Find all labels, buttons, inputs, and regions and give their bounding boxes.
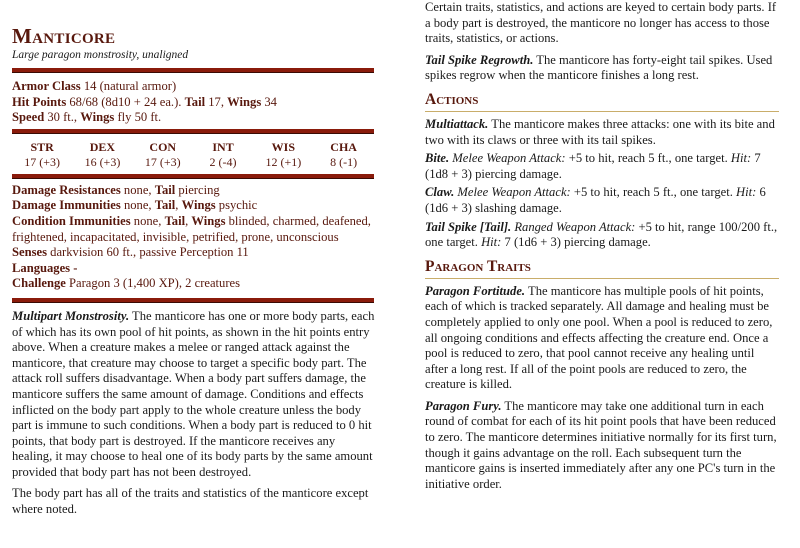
multiattack-action <box>425 117 779 148</box>
di-wings-label: Wings <box>181 198 216 213</box>
speed-line <box>12 110 376 126</box>
trait-text: The manticore has one or more body parts, each of which has its own pool of hit points, as shown in the hit points entry above. When a creature makes a melee or ranged attack against the manticore, that creature may choose to target a specific body part. The attack roll suffers disadvantage. When a body part suffers damage, the manticore suffers the same amount of damage. Conditions and effects inflicted on the body part apply to the whole creature unless the body part is immune to such conditions. When a body part is reduced to 0 hit points, that body part is destroyed. If the manticore receives any healing, it may choose to heal one of its body parts by the same amount provided that body part has not been destroyed. <box>12 308 375 479</box>
attack-type: Melee Weapon Attack: <box>454 185 571 200</box>
divider-rule <box>12 298 374 303</box>
senses-value: darkvision 60 ft., passive Perception 11 <box>47 245 249 260</box>
actions-heading: Actions <box>425 91 779 112</box>
ci-value: none, <box>130 213 165 228</box>
speed-wings-label: Wings <box>80 110 115 125</box>
ci-value-rest: blinded, charmed, deafened, frightened, incapacitated, invisible, petrified, prone, unconscious <box>12 213 371 244</box>
core-stats <box>12 79 376 126</box>
ac-label: Armor Class <box>12 79 81 93</box>
paragon-fury-trait <box>425 399 779 493</box>
trait-name: Paragon Fury. <box>425 398 502 413</box>
dr-value: none, <box>120 182 155 197</box>
dr-tail-value: piercing <box>175 182 220 197</box>
attack-text: +5 to hit, reach 5 ft., one target. <box>570 185 737 200</box>
ability-con <box>133 140 193 170</box>
hp-value: 68/68 (8d10 + 24 ea.). <box>66 94 185 109</box>
senses-label: Senses <box>12 245 47 260</box>
di-value: none, <box>120 198 155 213</box>
paragon-fortitude-trait <box>425 284 779 393</box>
hp-wings-label: Wings <box>227 94 262 109</box>
right-column <box>425 0 779 498</box>
ability-value: 17 (+3) <box>24 154 61 169</box>
condition-immunities-line <box>12 214 376 245</box>
hp-wings-value: 34 <box>261 94 277 109</box>
divider-rule <box>12 174 374 179</box>
ability-value: 17 (+3) <box>144 154 181 169</box>
trait-name: Paragon Fortitude. <box>425 283 526 298</box>
trait-text: The manticore has multiple pools of hit points, each of which is tracked separately. All damage and healing must be completely applied to only one pool. When a pool is reduced to zero, all ongoing conditions and effects affecting the creature end. Once a pool is reduced to zero, that pool cannot receive any healing until after a long rest. If all of the point pools are reduced to zero, the creature is killed. <box>425 283 773 392</box>
speed-label: Speed <box>12 110 45 125</box>
di-tail-label: Tail <box>154 198 176 213</box>
hit-label: Hit: <box>736 185 757 200</box>
di-label: Damage Immunities <box>12 198 121 213</box>
bite-action <box>425 151 779 182</box>
action-text: The manticore makes three attacks: one with its bite and two with its claws or three with its tail spikes. <box>425 116 775 147</box>
divider-rule <box>12 68 374 73</box>
ability-value: 2 (-4) <box>209 154 237 169</box>
action-name: Bite. <box>425 151 450 166</box>
speed-wings-value: fly 50 ft. <box>114 110 162 125</box>
challenge-label: Challenge <box>12 276 66 291</box>
damage-text: 7 (1d6 + 3) piercing damage. <box>501 235 651 250</box>
ability-name: STR <box>30 139 54 154</box>
detail-stats <box>12 183 376 292</box>
damage-resistances-line <box>12 183 376 199</box>
languages-line: Languages - <box>12 260 78 275</box>
hit-label: Hit: <box>481 235 502 250</box>
ability-name: DEX <box>89 139 116 154</box>
attack-text: +5 to hit, range 100/200 ft., one target. <box>425 219 778 250</box>
tail-spike-action <box>425 220 779 251</box>
paragon-traits-heading: Paragon Traits <box>425 258 779 279</box>
ability-scores <box>12 140 374 170</box>
action-name: Tail Spike [Tail]. <box>425 219 512 234</box>
action-name: Claw. <box>425 185 455 200</box>
senses-line <box>12 245 376 261</box>
action-name: Multiattack. <box>425 116 489 131</box>
ci-label: Condition Immunities <box>12 213 131 228</box>
ability-value: 8 (-1) <box>330 154 358 169</box>
dr-tail-label: Tail <box>154 182 176 197</box>
multipart-trait <box>12 309 376 481</box>
ability-str <box>12 140 72 170</box>
hp-tail-label: Tail <box>184 94 206 109</box>
ability-value: 12 (+1) <box>265 154 302 169</box>
body-part-note: The body part has all of the traits and statistics of the manticore except where noted. <box>12 486 369 517</box>
armor-class-line <box>12 79 376 95</box>
claw-action <box>425 185 779 216</box>
damage-text: 6 (1d6 + 3) slashing damage. <box>425 185 766 215</box>
divider-rule <box>12 129 374 134</box>
hit-points-line <box>12 95 376 111</box>
ability-name: CHA <box>330 139 357 154</box>
ability-value: 16 (+3) <box>84 154 121 169</box>
trait-text: The manticore may take one additional turn in each round of combat for each of its hit point pools that have been reduced to zero. The manticore determines initiative normally for its first turn, though it gains advantage on the roll. Each subsequent turn the manticore gains is inserted immediately after any one PC's turn in the initiative order. <box>425 398 777 491</box>
keyed-traits-note: Certain traits, statistics, and actions are keyed to certain body parts. If a body part is destroyed, the manticore no longer has access to those traits, statistics, or actions. <box>425 0 777 46</box>
trait-name: Multipart Monstrosity. <box>12 308 130 323</box>
ci-separator: , <box>185 213 192 228</box>
left-column <box>12 0 376 524</box>
trait-text: The manticore has forty-eight tail spikes. Used spikes regrow when the manticore finishes a long rest. <box>425 52 773 83</box>
dr-label: Damage Resistances <box>12 182 121 197</box>
monster-subtitle: Large paragon monstrosity, unaligned <box>12 49 189 61</box>
hit-label: Hit: <box>730 151 752 166</box>
challenge-line <box>12 276 376 292</box>
ability-wis <box>253 140 313 170</box>
di-separator: , <box>175 198 182 213</box>
di-wings-value: psychic <box>215 198 258 213</box>
ability-name: INT <box>212 139 234 154</box>
ability-cha <box>313 140 373 170</box>
speed-value: 30 ft., <box>44 110 81 125</box>
ability-name: WIS <box>271 139 295 154</box>
ci-wings-label: Wings <box>191 213 226 228</box>
ci-tail-label: Tail <box>164 213 186 228</box>
attack-text: +5 to hit, reach 5 ft., one target. <box>565 151 731 166</box>
attack-type: Melee Weapon Attack: <box>449 151 566 166</box>
ability-int <box>193 140 253 170</box>
ability-name: CON <box>149 139 177 154</box>
ability-dex <box>72 140 132 170</box>
damage-immunities-line <box>12 198 376 214</box>
hp-label: Hit Points <box>12 94 67 109</box>
challenge-value: Paragon 3 (1,400 XP), 2 creatures <box>65 276 241 291</box>
monster-name: Manticore <box>12 24 116 48</box>
trait-name: Tail Spike Regrowth. <box>425 52 534 67</box>
hp-tail-value: 17, <box>205 94 228 109</box>
ac-value: 14 (natural armor) <box>80 79 177 93</box>
damage-text: 7 (1d8 + 3) piercing damage. <box>425 151 761 181</box>
tail-spike-regrowth-trait <box>425 53 779 84</box>
attack-type: Ranged Weapon Attack: <box>511 219 636 234</box>
